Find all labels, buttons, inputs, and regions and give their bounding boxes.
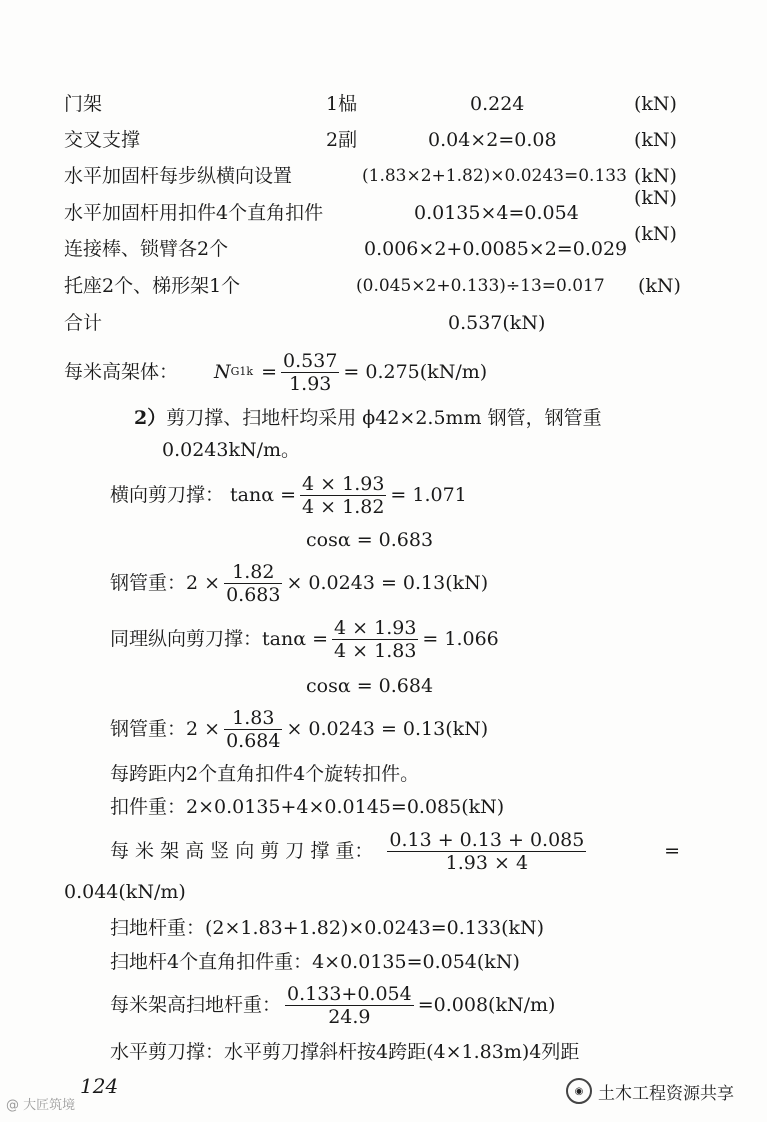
fraction-denominator: 0.684 <box>226 729 281 752</box>
sweep-fasteners: 扫地杆4个直角扣件重：4×0.0135=0.054(kN) <box>110 951 520 973</box>
fraction <box>387 829 586 874</box>
equals-sign: = <box>664 840 680 862</box>
fraction-denominator: 4 × 1.82 <box>302 495 385 518</box>
table-item: 托座2个、梯形架1个 <box>64 275 241 297</box>
fraction-numerator: 0.13 + 0.13 + 0.085 <box>389 828 585 851</box>
longitudinal-cos: cosα = 0.684 <box>306 675 434 697</box>
symbol-sub: G1k <box>230 365 254 378</box>
transverse-formula <box>110 472 467 518</box>
steel-label: 钢管重：2 × <box>110 718 221 740</box>
table-item: 门架 <box>64 93 103 115</box>
fraction-denominator: 1.93 <box>289 372 332 395</box>
tan-label: tanα = <box>230 484 297 506</box>
table-unit: (kN) <box>634 93 677 115</box>
fraction <box>224 561 282 606</box>
equals-sign: = <box>261 361 278 383</box>
steel-label: 钢管重：2 × <box>110 572 221 594</box>
table-unit: (kN) <box>634 165 677 187</box>
table-unit: (kN) <box>634 129 677 151</box>
table-item: 水平加固杆每步纵横向设置 <box>64 165 293 187</box>
table-unit: (kN) <box>634 223 677 245</box>
per-meter-label: 每米高架体： <box>64 361 179 383</box>
symbol-n: N <box>214 361 231 383</box>
fraction-numerator: 4 × 1.93 <box>334 616 417 639</box>
fasteners-note: 每跨距内2个直角扣件4个旋转扣件。 <box>110 763 420 785</box>
fraction-numerator: 0.537 <box>283 349 338 372</box>
fraction-denominator: 0.683 <box>226 583 281 606</box>
sweep-per-meter-label: 每米架高扫地杆重： <box>110 994 282 1016</box>
watermark-right-text: 土木工程资源共享 <box>598 1083 734 1104</box>
wechat-icon: ◉ <box>566 1078 592 1104</box>
longitudinal-result: = 1.066 <box>422 628 499 650</box>
section-2-text: 剪刀撑、扫地杆均采用 ϕ42×2.5mm 钢管，钢管重 <box>166 407 602 429</box>
vertical-brace-formula <box>110 828 680 874</box>
fraction <box>332 617 418 662</box>
watermark-left: @ 大匠筑境 <box>6 1098 76 1113</box>
vertical-brace-label: 每 米 架 高 竖 向 剪 刀 撑 重： <box>110 840 374 862</box>
tan-label: tanα = <box>262 628 329 650</box>
horizontal-brace: 水平剪刀撑：水平剪刀撑斜杆按4跨距(4×1.83m)4列距 <box>110 1041 580 1063</box>
table-unit: (kN) <box>638 275 681 297</box>
table-calc: 0.006×2+0.0085×2=0.029 <box>364 238 628 260</box>
sweep-weight: 扫地杆重：(2×1.83+1.82)×0.0243=0.133(kN) <box>110 917 545 939</box>
table-calc: (1.83×2+1.82)×0.0243=0.133 <box>362 166 627 186</box>
steel-result: × 0.0243 = 0.13(kN) <box>286 572 489 594</box>
table-item: 交叉支撑 <box>64 129 141 151</box>
watermark-right <box>566 1078 734 1104</box>
table-calc: (0.045×2+0.133)÷13=0.017 <box>356 276 605 296</box>
longitudinal-formula <box>110 616 499 662</box>
per-meter-result: = 0.275(kN/m) <box>343 361 488 383</box>
fraction <box>300 473 386 518</box>
table-calc: 0.0135×4=0.054 <box>414 202 579 224</box>
fraction-denominator: 24.9 <box>328 1005 371 1028</box>
section-number: 2） <box>134 407 167 429</box>
transverse-label: 横向剪刀撑： <box>110 484 225 506</box>
vertical-brace-result: 0.044(kN/m) <box>64 881 186 903</box>
fraction <box>285 983 414 1028</box>
steel-weight-1 <box>110 560 488 606</box>
fraction <box>281 350 339 395</box>
sweep-per-meter-formula <box>110 982 555 1028</box>
table-item: 连接棒、锁臂各2个 <box>64 238 229 260</box>
fraction-numerator: 1.83 <box>224 707 282 730</box>
table-qty: 2副 <box>326 129 358 151</box>
table-unit: (kN) <box>634 187 677 209</box>
page-number: 124 <box>80 1074 119 1098</box>
transverse-result: = 1.071 <box>390 484 467 506</box>
table-item: 合计 <box>64 312 103 334</box>
fraction-denominator: 4 × 1.83 <box>334 639 417 662</box>
table-calc: 0.537(kN) <box>448 312 546 334</box>
fraction <box>224 707 282 752</box>
fastener-weight: 扣件重：2×0.0135+4×0.0145=0.085(kN) <box>110 796 505 818</box>
steel-result: × 0.0243 = 0.13(kN) <box>286 718 489 740</box>
fraction-denominator: 1.93 × 4 <box>445 851 529 874</box>
steel-weight-2 <box>110 706 488 752</box>
section-2-line-2: 0.0243kN/m。 <box>162 439 301 461</box>
section-2-line-1 <box>134 406 602 430</box>
fraction-numerator: 0.133+0.054 <box>287 982 412 1005</box>
transverse-cos: cosα = 0.683 <box>306 529 434 551</box>
per-meter-formula <box>64 350 487 394</box>
longitudinal-label: 同理纵向剪刀撑： <box>110 628 263 650</box>
table-calc: 0.04×2=0.08 <box>428 129 557 151</box>
sweep-per-meter-result: =0.008(kN/m) <box>417 994 556 1016</box>
fraction-numerator: 4 × 1.93 <box>302 472 385 495</box>
table-calc: 0.224 <box>470 93 525 115</box>
table-item: 水平加固杆用扣件4个直角扣件 <box>64 202 324 224</box>
fraction-numerator: 1.82 <box>224 561 282 584</box>
table-qty: 1榀 <box>326 93 358 115</box>
